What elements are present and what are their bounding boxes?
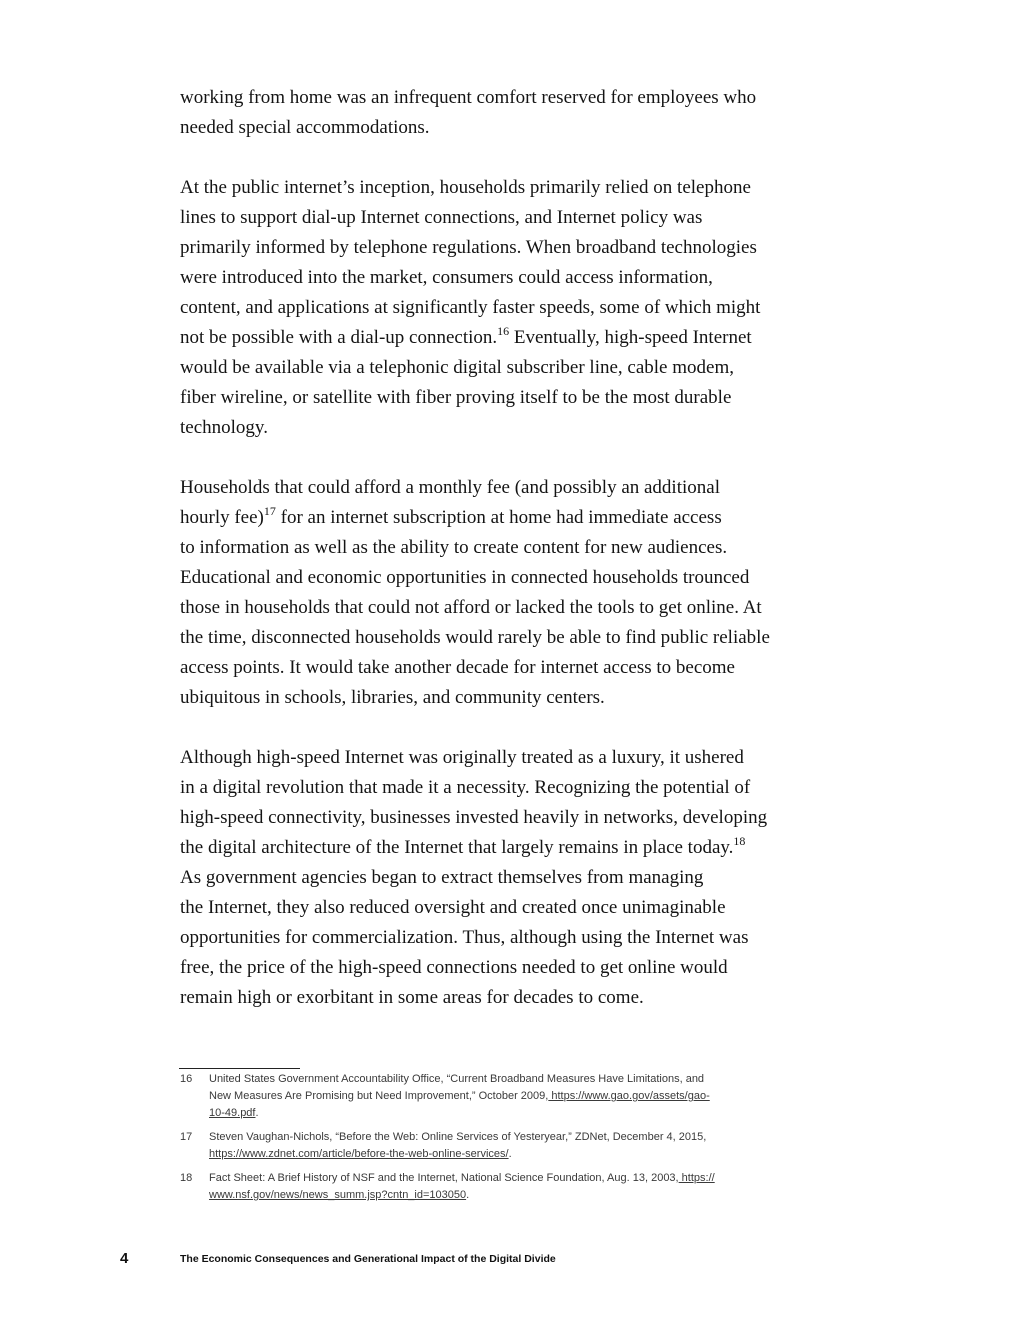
footnote-text [209,1129,780,1163]
text-line: free, the price of the high-speed connections needed to get online would [180,957,728,978]
text-line: Although high-speed Internet was originally treated as a luxury, it ushered [180,747,744,768]
footnote-segment: . [508,1148,512,1160]
footnote-number: 16 [180,1073,193,1085]
footnote-line [209,1105,780,1122]
footnote-line: United States Government Accountability Office, “Current Broadband Measures Have Limitations, and [209,1073,705,1085]
text-line [180,833,790,863]
main-body-text [180,83,790,1043]
footnote-link[interactable]: 10-49.pdf [209,1107,256,1119]
footnote-number: 18 [180,1172,193,1184]
footnote-ref-16[interactable]: 16 [497,323,510,338]
text-line: those in households that could not afford or lacked the tools to get online. At [180,597,762,618]
footnote-link[interactable]: https:// [678,1172,715,1184]
text-line: would be available via a telephonic digital subscriber line, cable modem, [180,357,734,378]
footnote-18 [180,1170,780,1204]
footnote-segment: . [255,1107,259,1119]
footnote-line [209,1170,780,1187]
paragraph-2 [180,173,790,443]
footnote-line [209,1088,780,1105]
text-segment: not be possible with a dial-up connection. [180,327,498,348]
paragraph-3 [180,473,790,713]
text-line: the time, disconnected households would rarely be able to find public reliable [180,627,770,648]
footnote-segment: . [466,1189,470,1201]
text-line: fiber wireline, or satellite with fiber proving itself to be the most durable [180,387,732,408]
text-line: As government agencies began to extract themselves from managing [180,867,704,888]
paragraph-4 [180,743,790,1013]
text-segment: for an internet subscription at home had immediate access [275,507,722,528]
text-line [180,323,790,353]
text-line [180,503,790,533]
footnotes-section [180,1071,780,1211]
text-line: access points. It would take another decade for internet access to become [180,657,735,678]
paragraph-1 [180,83,790,143]
footnote-16 [180,1071,780,1122]
footnote-ref-17[interactable]: 17 [263,503,276,518]
text-line: opportunities for commercialization. Thus, although using the Internet was [180,927,749,948]
text-segment: hourly fee) [180,507,264,528]
text-line: technology. [180,417,268,438]
footnote-segment: Fact Sheet: A Brief History of NSF and the Internet, National Science Foundation, Aug. 13, 2003, [209,1172,679,1184]
text-line: primarily informed by telephone regulations. When broadband technologies [180,237,757,258]
text-line: content, and applications at significantly faster speeds, some of which might [180,297,761,318]
text-line: working from home was an infrequent comfort reserved for employees who [180,87,757,108]
footnote-17 [180,1129,780,1163]
text-line: ubiquitous in schools, libraries, and community centers. [180,687,605,708]
footnote-link[interactable]: https://www.gao.gov/assets/gao- [548,1090,710,1102]
text-line: needed special accommodations. [180,117,430,138]
footnote-link[interactable]: www.nsf.gov/news/news_summ.jsp?cntn_id=103050 [209,1189,467,1201]
text-segment: the digital architecture of the Internet that largely remains in place today. [180,837,734,858]
footnote-line [209,1187,780,1204]
text-line: were introduced into the market, consumers could access information, [180,267,713,288]
text-line: to information as well as the ability to create content for new audiences. [180,537,728,558]
text-line: lines to support dial-up Internet connections, and Internet policy was [180,207,703,228]
footnote-line [209,1146,780,1163]
text-line: remain high or exorbitant in some areas for decades to come. [180,987,644,1008]
page-number: 4 [120,1250,129,1267]
running-footer-title: The Economic Consequences and Generational Impact of the Digital Divide [180,1253,556,1265]
footnote-segment: New Measures Are Promising but Need Improvement,” October 2009, [209,1090,549,1102]
footnote-divider [179,1068,300,1069]
text-line: Educational and economic opportunities in connected households trounced [180,567,750,588]
text-segment: Eventually, high-speed Internet [509,327,752,348]
footnote-ref-18[interactable]: 18 [733,833,746,848]
footnote-line: Steven Vaughan-Nichols, “Before the Web: Online Services of Yesteryear,” ZDNet, December 4, 2015, [209,1131,707,1143]
footnote-text [209,1170,780,1204]
footnote-text [209,1071,780,1122]
text-line: in a digital revolution that made it a necessity. Recognizing the potential of [180,777,751,798]
text-line: high-speed connectivity, businesses invested heavily in networks, developing [180,807,768,828]
text-line: At the public internet’s inception, households primarily relied on telephone [180,177,751,198]
footnote-number: 17 [180,1131,193,1143]
footnote-link[interactable]: https://www.zdnet.com/article/before-the-web-online-services/ [209,1148,509,1160]
text-line: the Internet, they also reduced oversight and created once unimaginable [180,897,726,918]
text-line: Households that could afford a monthly fee (and possibly an additional [180,477,720,498]
